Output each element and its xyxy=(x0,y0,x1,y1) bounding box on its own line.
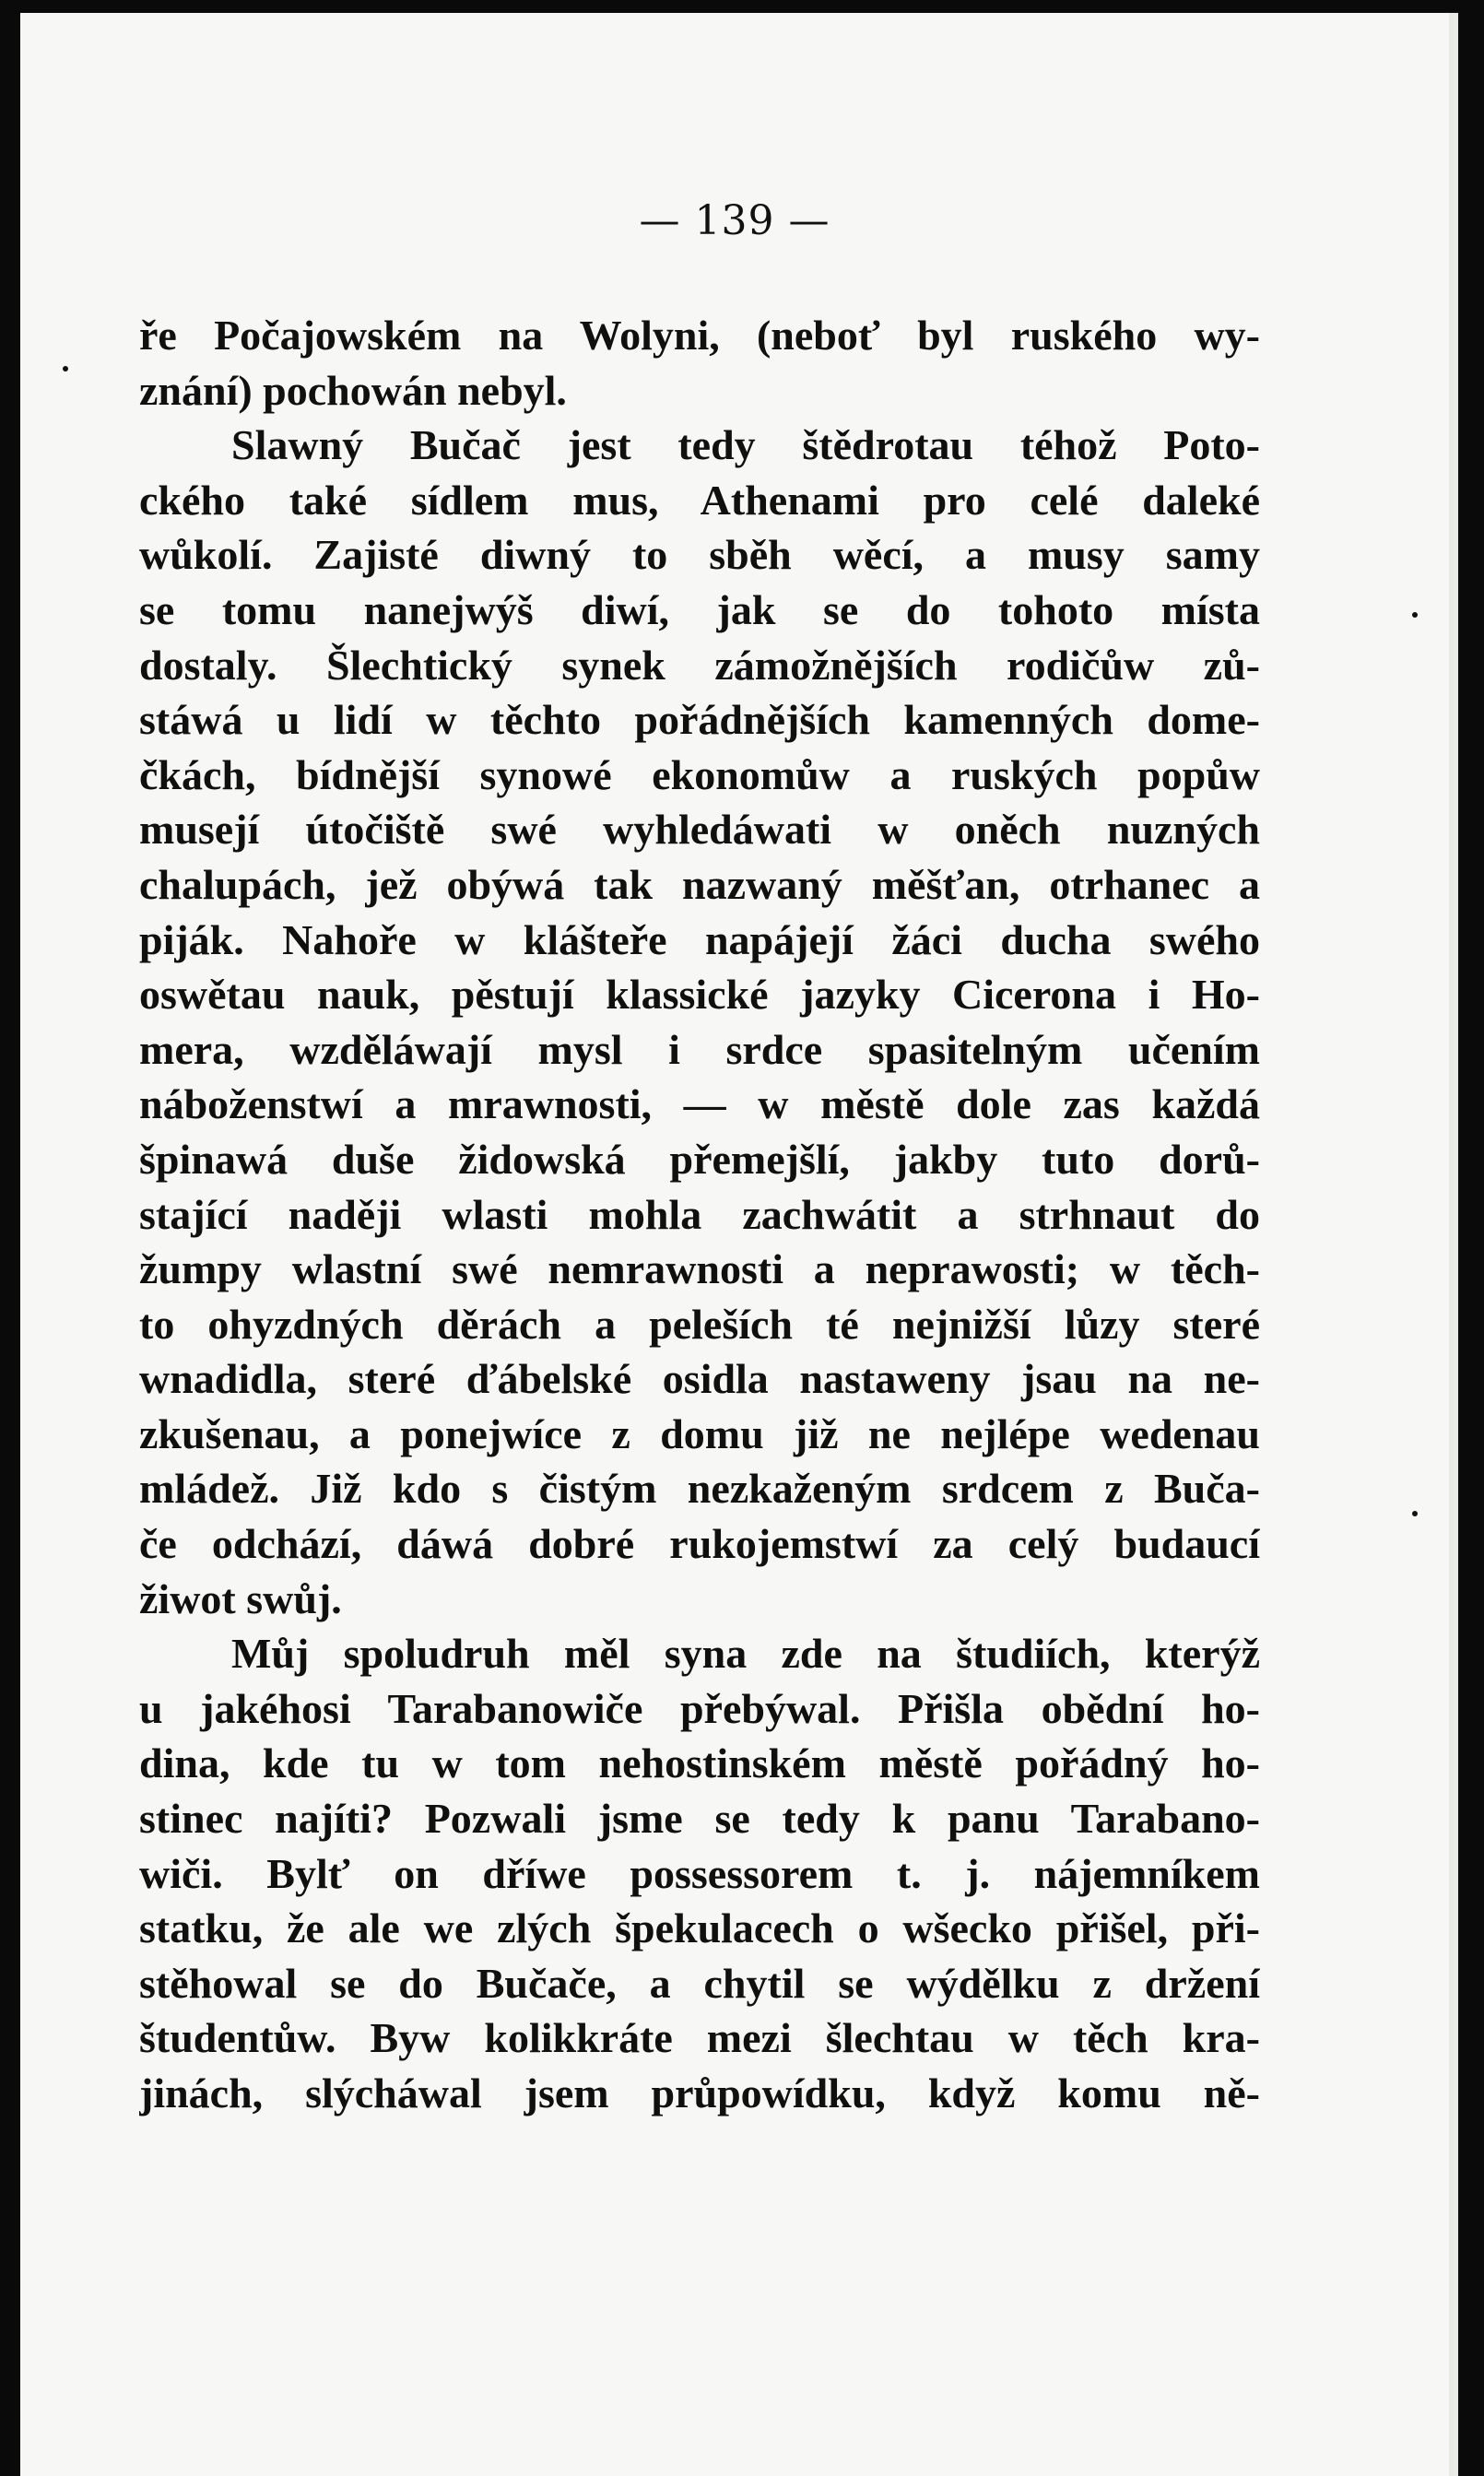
body-text xyxy=(139,308,1260,2121)
text-line: wůkolí. Zajisté diwný to sběh wěcí, a musy samy xyxy=(139,531,1260,579)
text-line: se tomu nanejwýš diwí, jak se do tohoto místa xyxy=(139,585,1260,633)
text-line: Slawný Bučač jest tedy štědrotau téhož Poto- xyxy=(231,421,1260,469)
text-line: če odchází, dáwá dobré rukojemstwí za celý budaucí xyxy=(139,1520,1260,1568)
text-line: ře Počajowském na Wolyni, (neboť byl ruského wy- xyxy=(139,312,1260,359)
text-line: Můj spoludruh měl syna zde na študiích, kterýž xyxy=(231,1630,1260,1678)
text-line: u jakéhosi Tarabanowiče přebýwal. Přišla obědní ho- xyxy=(139,1684,1260,1732)
text-line: čkách, bídnější synowé ekonomůw a ruských popůw xyxy=(139,750,1260,798)
text-line: wiči. Bylť on dříwe possessorem t. j. nájemníkem xyxy=(139,1849,1260,1897)
text-line: znání) pochowán nebyl. xyxy=(139,366,567,414)
text-line: wnadidla, steré ďábelské osidla nastaweny jsau na ne- xyxy=(139,1355,1260,1403)
text-line: statku, že ale we zlých špekulacech o wšecko přišel, při- xyxy=(139,1904,1260,1952)
book-page xyxy=(20,13,1458,2476)
text-line: piják. Nahoře w klášteře napájejí žáci ducha swého xyxy=(139,915,1260,963)
text-line: náboženstwí a mrawnosti, — w městě dole zas každá xyxy=(139,1080,1260,1128)
text-line: stinec najíti? Pozwali jsme se tedy k panu Tarabano- xyxy=(139,1795,1260,1843)
text-line: stající naději wlasti mohla zachwátit a strhnaut do xyxy=(139,1190,1260,1238)
text-line: musejí útočiště swé wyhledáwati w oněch nuzných xyxy=(139,806,1260,854)
text-line: jinách, slýcháwal jsem průpowídku, když komu ně- xyxy=(139,2069,1260,2116)
scan-speck xyxy=(1412,612,1418,618)
scan-speck xyxy=(63,366,68,371)
text-line: dina, kde tu w tom nehostinském městě pořádný ho- xyxy=(139,1739,1260,1787)
text-line: študentůw. Byw kolikkráte mezi šlechtau w těch kra- xyxy=(139,2014,1260,2062)
text-line: mládež. Již kdo s čistým nezkaženým srdcem z Buča- xyxy=(139,1465,1260,1513)
page-number: — 139 — xyxy=(639,197,830,244)
text-line: stěhowal se do Bučače, a chytil se wýdělku z držení xyxy=(139,1959,1260,2007)
text-line: ckého také sídlem mus, Athenami pro celé daleké xyxy=(139,476,1260,524)
text-line: zkušenau, a ponejwíce z domu již ne nejlépe wedenau xyxy=(139,1409,1260,1457)
text-line: to ohyzdných děrách a peleších té nejnižší lůzy steré xyxy=(139,1300,1260,1348)
text-line: žiwot swůj. xyxy=(139,1574,342,1622)
text-line: špinawá duše židowská přemejšlí, jakby tuto dorů- xyxy=(139,1135,1260,1183)
text-line: oswětau nauk, pěstují klassické jazyky Cicerona i Ho- xyxy=(139,971,1260,1019)
text-line: mera, wzděláwají mysl i srdce spasitelným učením xyxy=(139,1025,1260,1073)
text-line: stáwá u lidí w těchto pořádnějších kamenných dome- xyxy=(139,696,1260,744)
text-line: dostaly. Šlechtický synek zámožnějších rodičůw zů- xyxy=(139,641,1260,689)
scan-speck xyxy=(1412,1511,1418,1516)
text-line: žumpy wlastní swé nemrawnosti a neprawosti; w těch- xyxy=(139,1245,1260,1293)
text-line: chalupách, jež obýwá tak nazwaný měšťan, otrhanec a xyxy=(139,860,1260,908)
